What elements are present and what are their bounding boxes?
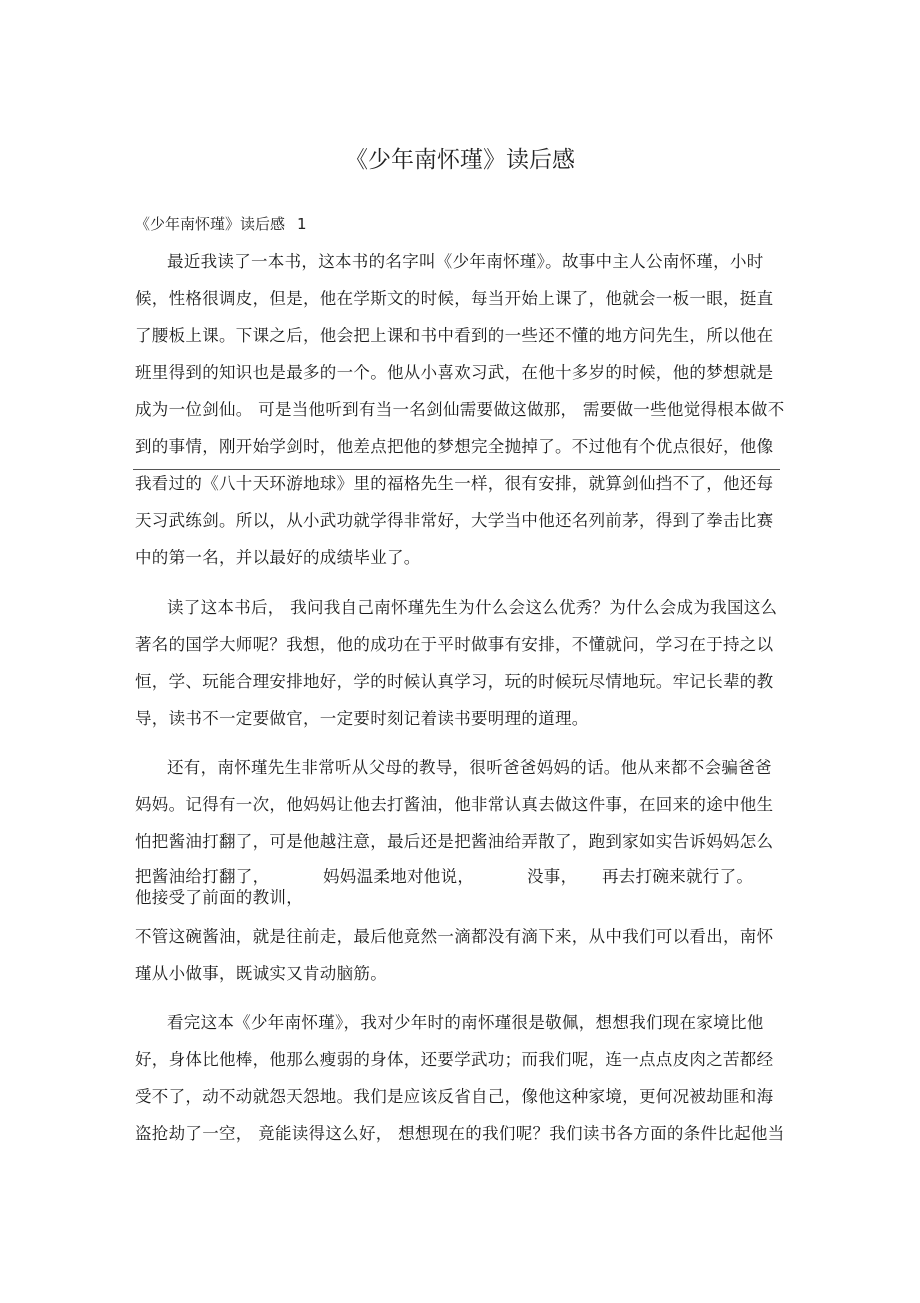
paragraph-1-line-6: 到的事情，刚开始学剑时，他差点把他的梦想完全抛掉了。不过他有个优点很好，他像 — [135, 437, 774, 456]
split-segment-3: 没事， — [527, 867, 578, 886]
paragraph-4-line-4: 盗抢劫了一空， 竟能读得这么好， 想想现在的我们呢？我们读书各方面的条件比起他当 — [135, 1124, 785, 1143]
paragraph-1-line-8: 天习武练剑。所以，从小武功就学得非常好，大学当中他还名列前茅，得到了拳击比赛 — [135, 511, 774, 530]
paragraph-1-line-1: 最近我读了一本书，这本书的名字叫《少年南怀瑾》。故事中主人公南怀瑾，小时 — [167, 252, 764, 271]
paragraph-2-line-3: 恒，学、玩能合理安排地好，学的时候认真学习，玩的时候玩尽情地玩。牢记长辈的教 — [135, 672, 774, 691]
paragraph-1-line-5: 成为一位剑仙。 可是当他听到有当一名剑仙需要做这做那， 需要做一些他觉得根本做不 — [135, 400, 785, 419]
split-segment-2: 妈妈温柔地对他说， — [323, 867, 475, 886]
paragraph-4-line-2: 好，身体比他棒，他那么瘦弱的身体，还要学武功；而我们呢，连一点点皮肉之苦都经 — [135, 1050, 774, 1069]
paragraph-3-line-3: 怕把酱油打翻了，可是他越注意，最后还是把酱油给弄散了，跑到家如实告诉妈妈怎么 — [135, 832, 774, 851]
paragraph-3-line-7: 瑾从小做事，既诚实又肯动脑筋。 — [135, 964, 387, 983]
paragraph-2-line-2: 著名的国学大师呢？我想，他的成功在于平时做事有安排，不懂就问，学习在于持之以 — [135, 635, 774, 654]
paragraph-1-line-9: 中的第一名，并以最好的成绩毕业了。 — [135, 548, 421, 567]
paragraph-3-line-6: 不管这碗酱油，就是往前走，最后他竟然一滴都没有滴下来，从中我们可以看出，南怀 — [135, 927, 774, 946]
section-number: 1 — [297, 215, 307, 233]
horizontal-rule — [133, 469, 780, 470]
paragraph-1-line-4: 班里得到的知识也是最多的一个。他从小喜欢习武，在他十多岁的时候，他的梦想就是 — [135, 363, 774, 382]
paragraph-2-line-4: 导，读书不一定要做官，一定要时刻记着读书要明理的道理。 — [135, 709, 589, 728]
paragraph-4-line-1: 看完这本《少年南怀瑾》，我对少年时的南怀瑾很是敬佩，想想我们现在家境比他 — [167, 1013, 764, 1032]
paragraph-3-line-2: 妈妈。记得有一次，他妈妈让他去打酱油，他非常认真去做这件事，在回来的途中他生 — [135, 795, 774, 814]
document-title: 《少年南怀瑾》读后感 — [345, 147, 575, 173]
section-heading-text: 《少年南怀瑾》读后感 — [135, 215, 286, 233]
paragraph-3-line-1: 还有，南怀瑾先生非常听从父母的教导，很听爸爸妈妈的话。他从来都不会骗爸爸 — [167, 758, 772, 777]
paragraph-1-line-2: 候，性格很调皮，但是，他在学斯文的时候，每当开始上课了，他就会一板一眼，挺直 — [135, 289, 774, 308]
split-segment-1: 把酱油给打翻了， — [135, 867, 270, 886]
section-heading — [135, 213, 307, 235]
paragraph-2-line-1: 读了这本书后， 我问我自己南怀瑾先生为什么会这么优秀？为什么会成为我国这么 — [167, 598, 778, 617]
split-segment-4: 再去打碗来就行了。 — [602, 867, 754, 886]
paragraph-1-line-7: 我看过的《八十天环游地球》里的福格先生一样，很有安排，就算剑仙挡不了，他还每 — [135, 474, 774, 493]
paragraph-1-line-3: 了腰板上课。下课之后，他会把上课和书中看到的一些还不懂的地方问先生，所以他在 — [135, 326, 774, 345]
paragraph-3-line-5: 他接受了前面的教训， — [135, 888, 303, 907]
paragraph-4-line-3: 受不了，动不动就怨天怨地。我们是应该反省自己，像他这种家境，更何况被劫匪和海 — [135, 1087, 774, 1106]
